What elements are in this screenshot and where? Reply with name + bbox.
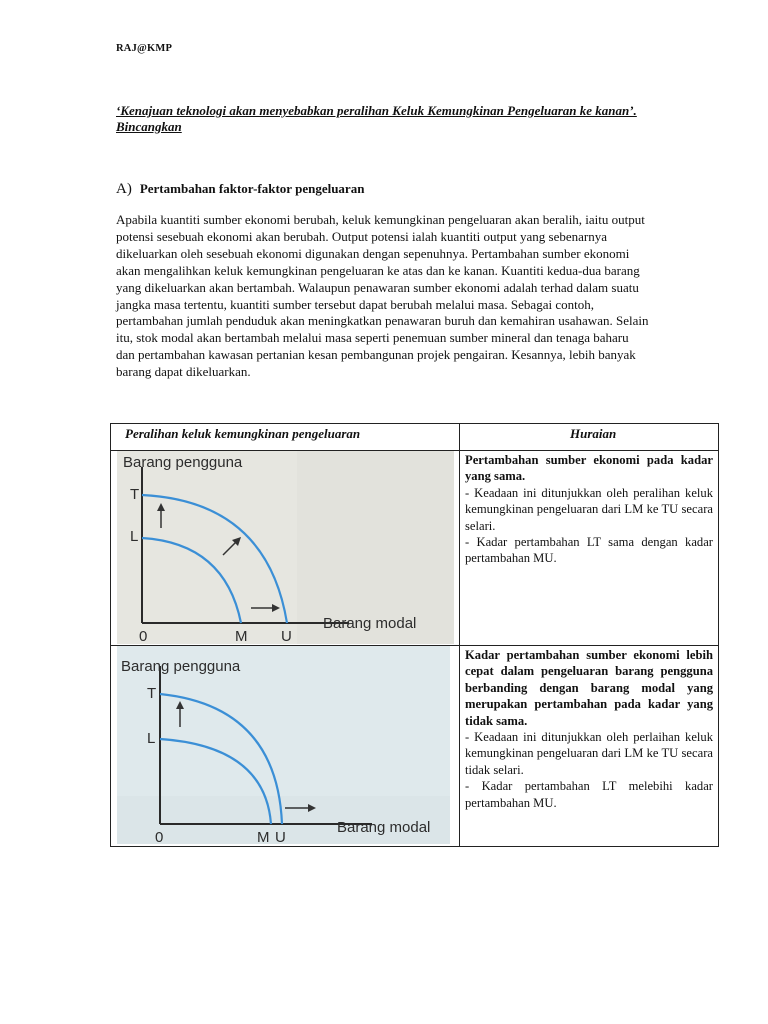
label-l: L [130, 528, 139, 545]
question-title: ‘Kenajuan teknologi akan menyebabkan peralihan Keluk Kemungkinan Pengeluaran ke kanan’. Bincangkan [116, 103, 637, 134]
label-l: L [147, 730, 156, 747]
body-paragraph: Apabila kuantiti sumber ekonomi berubah, keluk kemungkinan pengeluaran akan beralih, iaitu output potensi sesebuah ekonomi akan berubah. Output potensi ialah kuantiti output yang sebenarnya dikeluarkan oleh sesebuah ekonomi digunakan dengan sepenuhnya. Pertambahan sumber ekonomi akan mengalihkan keluk kemungkinan pengeluaran ke atas dan ke kanan. Kuantiti kedua-dua barang yang dikeluarkan akan bertambah. Walaupun penawaran sumber ekonomi adalah terhad dalam suatu jangka masa tertentu, kuantiti sumber tersebut dapat berubah melalui masa. Sebagai contoh, pertambahan jumlah penduduk akan meningkatkan penawaran buruh dan kemahiran usahawan. Selain itu, stok modal akan bertambah melalui masa seperti penemuan sumber mineral dan tenaga baharu dan pertambahan kawasan pertanian kesan pembangunan projek pengairan. Kesannya, lebih banyak barang dapat dikeluarkan. [116, 212, 649, 380]
comparison-table [110, 423, 719, 847]
description-heading: Kadar pertambahan sumber ekonomi lebih cepat dalam pengeluaran barang pengguna berbanding dengan barang modal yang merupakan pertambahan pada kadar yang tidak sama. [465, 648, 713, 728]
description-point-2: - Kadar pertambahan LT sama dengan kadar pertambahan MU. [465, 535, 713, 566]
label-m: M [235, 628, 248, 644]
x-axis-label: Barang modal [337, 819, 431, 836]
description-heading: Pertambahan sumber ekonomi pada kadar yang sama. [465, 453, 713, 484]
section-title: Pertambahan faktor-faktor pengeluaran [139, 181, 365, 196]
x-axis-label: Barang modal [323, 615, 417, 632]
origin-label: 0 [155, 829, 164, 844]
table-column-divider [459, 424, 460, 846]
label-m: M [257, 829, 270, 844]
label-t: T [147, 685, 157, 702]
section-letter: A) [116, 181, 132, 197]
description-point-1: - Keadaan ini ditunjukkan oleh peralihan keluk kemungkinan pengeluaran dari LM ke TU secara selari. [465, 485, 713, 533]
label-u: U [275, 829, 286, 844]
origin-label: 0 [139, 628, 148, 644]
description-parallel [465, 452, 713, 567]
y-axis-label: Barang pengguna [121, 658, 241, 675]
ppc-graph-non-parallel [117, 646, 450, 844]
document-header: RAJ@KMP [116, 43, 173, 54]
label-u: U [281, 628, 292, 644]
description-point-2: - Kadar pertambahan LT melebihi kadar pertambahan MU. [465, 779, 713, 810]
table-header-graph: Peralihan keluk kemungkinan pengeluaran [125, 426, 361, 441]
description-point-1: - Keadaan ini ditunjukkan oleh perlaihan keluk kemungkinan pengeluaran dari LM ke TU secara tidak selari. [465, 730, 713, 777]
y-axis-label: Barang pengguna [123, 454, 243, 471]
section-heading [116, 181, 364, 198]
ppc-graph-parallel [117, 451, 454, 644]
label-t: T [130, 486, 140, 503]
description-non-parallel [465, 647, 713, 811]
table-header-description: Huraian [570, 426, 617, 441]
